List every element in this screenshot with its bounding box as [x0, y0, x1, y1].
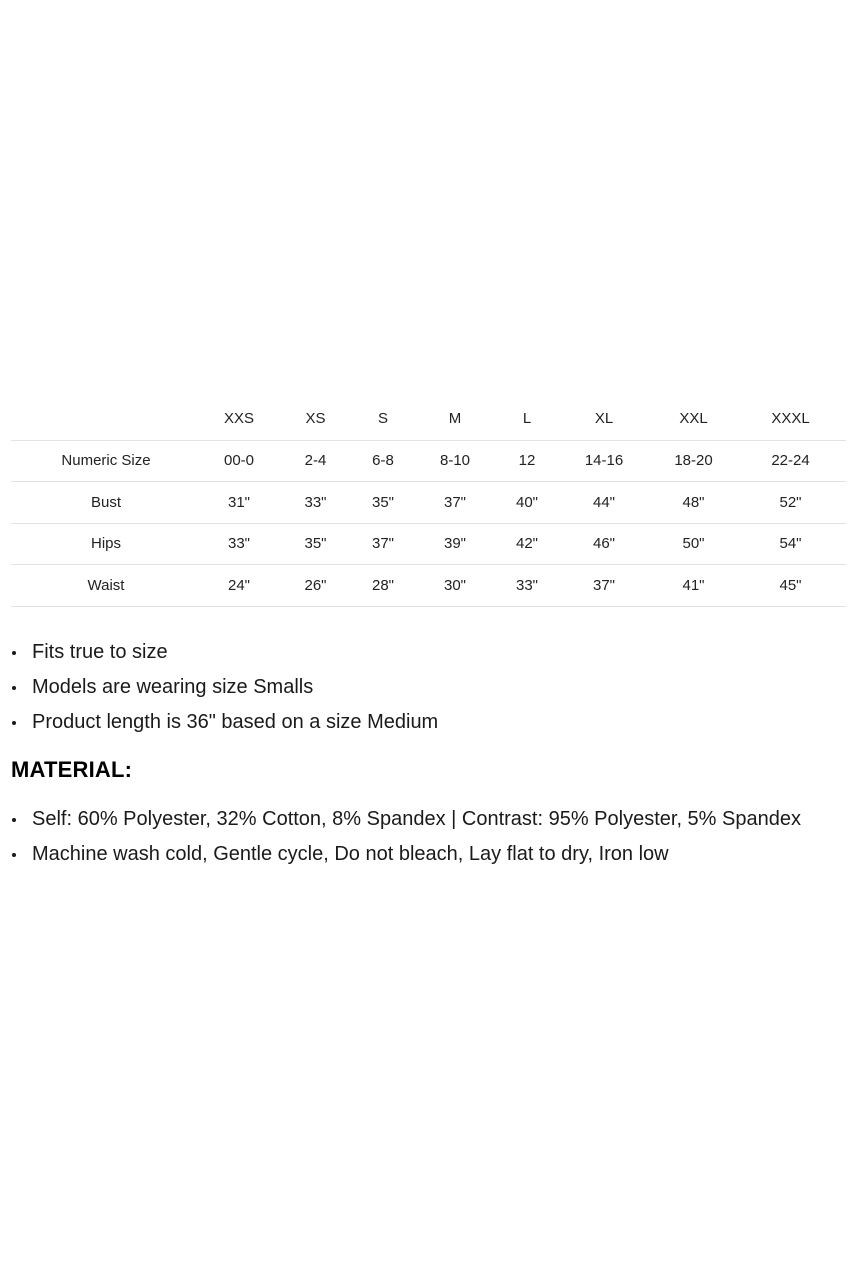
table-cell: 12 — [498, 440, 556, 482]
table-cell: 26" — [277, 565, 354, 607]
table-cell: 41" — [652, 565, 735, 607]
size-header-xxl: XXL — [652, 398, 735, 440]
table-cell: 28" — [354, 565, 412, 607]
list-item — [11, 670, 438, 705]
table-cell: 42" — [498, 523, 556, 565]
table-cell: 33" — [277, 482, 354, 524]
size-header-xxs: XXS — [201, 398, 277, 440]
table-cell: 52" — [735, 482, 846, 524]
table-cell: 33" — [201, 523, 277, 565]
bullet-icon — [12, 651, 16, 655]
table-cell: 37" — [412, 482, 498, 524]
table-cell: 54" — [735, 523, 846, 565]
row-label: Bust — [11, 482, 201, 524]
table-cell: 46" — [556, 523, 652, 565]
size-header-l: L — [498, 398, 556, 440]
bullet-icon — [12, 686, 16, 690]
list-item — [11, 802, 801, 837]
bullet-icon — [12, 818, 16, 822]
list-item — [11, 635, 438, 670]
table-cell: 30" — [412, 565, 498, 607]
table-cell: 40" — [498, 482, 556, 524]
table-cell: 18-20 — [652, 440, 735, 482]
list-item-text: Fits true to size — [32, 641, 168, 663]
size-header-xxxl: XXXL — [735, 398, 846, 440]
list-item-text: Machine wash cold, Gentle cycle, Do not bleach, Lay flat to dry, Iron low — [32, 843, 669, 865]
list-item — [11, 837, 801, 872]
table-cell: 22-24 — [735, 440, 846, 482]
material-heading: MATERIAL: — [11, 757, 133, 782]
list-item — [11, 705, 438, 740]
size-header-corner — [11, 398, 201, 440]
table-cell: 35" — [354, 482, 412, 524]
table-cell: 50" — [652, 523, 735, 565]
size-row-hips — [11, 523, 846, 565]
material-list — [11, 802, 801, 872]
table-cell: 14-16 — [556, 440, 652, 482]
row-label: Waist — [11, 565, 201, 607]
table-cell: 31" — [201, 482, 277, 524]
table-cell: 44" — [556, 482, 652, 524]
table-cell: 33" — [498, 565, 556, 607]
size-header-row — [11, 398, 846, 440]
bullet-icon — [12, 853, 16, 857]
size-row-waist — [11, 565, 846, 607]
table-cell: 48" — [652, 482, 735, 524]
bullet-icon — [12, 721, 16, 725]
table-cell: 39" — [412, 523, 498, 565]
list-item-text: Product length is 36" based on a size Medium — [32, 711, 439, 733]
fit-notes-list — [11, 635, 438, 740]
row-label: Numeric Size — [11, 440, 201, 482]
table-cell: 24" — [201, 565, 277, 607]
table-cell: 00-0 — [201, 440, 277, 482]
size-row-numeric — [11, 440, 846, 482]
list-item-text: Self: 60% Polyester, 32% Cotton, 8% Spandex | Contrast: 95% Polyester, 5% Spandex — [32, 808, 801, 830]
size-header-m: M — [412, 398, 498, 440]
size-row-bust — [11, 482, 846, 524]
list-item-text: Models are wearing size Smalls — [32, 676, 314, 698]
size-header-xl: XL — [556, 398, 652, 440]
row-label: Hips — [11, 523, 201, 565]
size-header-s: S — [354, 398, 412, 440]
table-cell: 8-10 — [412, 440, 498, 482]
size-chart-table — [11, 398, 846, 607]
size-header-xs: XS — [277, 398, 354, 440]
table-cell: 45" — [735, 565, 846, 607]
table-cell: 37" — [354, 523, 412, 565]
table-cell: 2-4 — [277, 440, 354, 482]
table-cell: 6-8 — [354, 440, 412, 482]
table-cell: 37" — [556, 565, 652, 607]
table-cell: 35" — [277, 523, 354, 565]
